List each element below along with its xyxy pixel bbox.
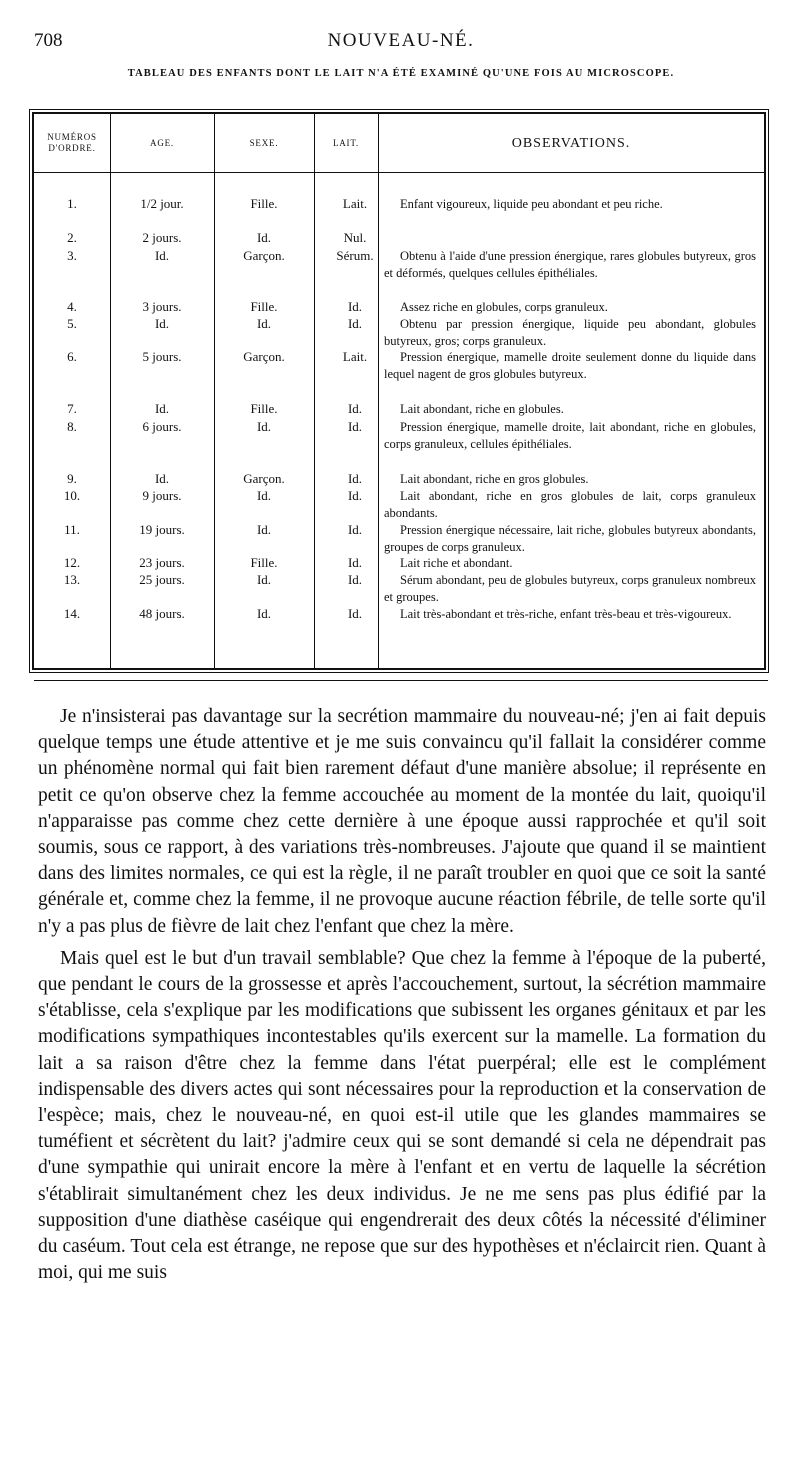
page-header <box>34 30 768 56</box>
row-age: 3 jours. <box>142 299 182 314</box>
row-observation: Lait abondant, riche en gros globules. <box>400 472 589 486</box>
row-milk: Id. <box>347 488 363 503</box>
row-milk: Id. <box>347 419 363 434</box>
header-lait: LAIT. <box>332 137 360 148</box>
body-text <box>38 704 766 1292</box>
row-milk: Id. <box>347 522 363 537</box>
row-sex: Id. <box>256 488 272 503</box>
row-number: 11. <box>64 522 80 537</box>
row-observation: Lait très-abondant et très-riche, enfant très-beau et très-vigoureux. <box>400 607 732 621</box>
row-number: 10. <box>63 488 81 503</box>
row-observation: Obtenu par pression énergique, liquide peu abondant, globules butyreux, gros; corps granuleux. <box>384 317 756 348</box>
row-milk: Id. <box>347 555 363 570</box>
header-observations: OBSERVATIONS. <box>511 135 631 151</box>
row-milk: Lait. <box>342 196 368 211</box>
row-number: 1. <box>67 196 77 211</box>
row-milk: Id. <box>347 316 363 331</box>
row-number: 8. <box>67 419 77 434</box>
row-number: 14. <box>63 606 81 621</box>
row-sex: Garçon. <box>243 471 285 486</box>
row-number: 13. <box>63 572 81 587</box>
row-milk: Id. <box>347 572 363 587</box>
row-sex: Fille. <box>250 299 278 314</box>
row-observation: Sérum abondant, peu de globules butyreux, corps granuleux nombreux et groupes. <box>384 573 756 604</box>
row-observation: Lait riche et abondant. <box>400 556 513 570</box>
row-sex: Garçon. <box>243 349 285 364</box>
header-numero: NUMÉROS D'ORDRE. <box>47 132 97 153</box>
row-sex: Id. <box>256 522 272 537</box>
row-age: 25 jours. <box>139 572 185 587</box>
row-number: 2. <box>67 230 77 245</box>
observations-table <box>32 112 766 670</box>
row-age: Id. <box>154 471 170 486</box>
row-observation: Lait abondant, riche en gros globules de lait, corps granuleux abondants. <box>384 489 756 520</box>
row-sex: Id. <box>256 606 272 621</box>
row-age: 23 jours. <box>139 555 185 570</box>
row-observation: Lait abondant, riche en globules. <box>400 402 564 416</box>
row-observation: Enfant vigoureux, liquide peu abondant et peu riche. <box>400 197 663 211</box>
row-milk: Id. <box>347 606 363 621</box>
row-age: Id. <box>154 248 170 263</box>
paragraph: Mais quel est le but d'un travail semblable? Que chez la femme à l'époque de la puberté, que pendant le cours de la grossesse et après l'accouchement, surtout, la sécrétion mammaire s'établisse, cela s'explique par les modifications que subissent les organes génitaux et par les modifications sympathiques incontestables qu'ils exercent sur la mamelle. La formation du lait a sa raison d'être chez la femme dans l'état puerpéral; elle est le complément indispensable des divers actes qui sont nécessaires pour la reproduction et la conservation de l'espèce; mais, chez le nouveau-né, en quoi est-il utile que les glandes mammaires se tuméfient et sécrètent du lait? j'admire ceux qui se sont demandé si cela ne dépendrait pas d'une sympathie qui unirait encore la mère à l'enfant et en vertu de laquelle la sécrétion s'établirait simultanément chez les deux individus. Je ne me sens pas plus édifié par la supposition d'une diathèse caséique qui engendrerait des deux côtés la nécessité d'éliminer du caséum. Tout cela est étrange, ne repose que sur des hypothèses et n'éclaircit rien. Quant à moi, qui me suis <box>38 947 766 1284</box>
row-number: 5. <box>67 316 77 331</box>
row-milk: Id. <box>347 401 363 416</box>
section-rule <box>34 680 768 681</box>
row-observation: Pression énergique nécessaire, lait riche, globules butyreux abondants, groupes de corps granuleux. <box>384 523 756 554</box>
row-number: 9. <box>67 471 77 486</box>
row-age: 48 jours. <box>139 606 185 621</box>
row-age: 5 jours. <box>142 349 182 364</box>
header-age: AGE. <box>150 137 174 148</box>
row-age: Id. <box>154 401 170 416</box>
row-number: 6. <box>67 349 77 364</box>
row-observation: Obtenu à l'aide d'une pression énergique, rares globules butyreux, gros et déformés, quelques cellules épithéliales. <box>384 249 756 280</box>
row-observation: Pression énergique, mamelle droite, lait abondant, riche en globules, corps granuleux, cellules épithéliales. <box>384 420 756 451</box>
header-sexe: SEXE. <box>249 137 279 148</box>
row-observation: Pression énergique, mamelle droite seulement donne du liquide dans lequel nagent de gros globules butyreux. <box>384 350 756 381</box>
row-number: 3. <box>67 248 77 263</box>
row-sex: Id. <box>256 230 272 245</box>
row-number: 4. <box>67 299 77 314</box>
row-sex: Id. <box>256 572 272 587</box>
row-sex: Fille. <box>250 401 278 416</box>
row-age: Id. <box>154 316 170 331</box>
table-caption: TABLEAU DES ENFANTS DONT LE LAIT N'A ÉTÉ EXAMINÉ QU'UNE FOIS AU MICROSCOPE. <box>127 68 675 79</box>
running-title: NOUVEAU-NÉ. <box>327 30 475 51</box>
row-sex: Fille. <box>250 555 278 570</box>
row-milk: Sérum. <box>336 248 374 263</box>
row-sex: Id. <box>256 419 272 434</box>
row-milk: Id. <box>347 471 363 486</box>
row-age: 2 jours. <box>142 230 182 245</box>
row-number: 7. <box>67 401 77 416</box>
row-milk: Id. <box>347 299 363 314</box>
row-number: 12. <box>63 555 81 570</box>
row-age: 6 jours. <box>142 419 182 434</box>
row-age: 9 jours. <box>142 488 182 503</box>
row-milk: Lait. <box>342 349 368 364</box>
page-number: 708 <box>34 30 63 51</box>
row-observation: Assez riche en globules, corps granuleux. <box>400 300 608 314</box>
header-divider <box>34 172 764 173</box>
row-milk: Nul. <box>343 230 367 245</box>
row-sex: Fille. <box>250 196 278 211</box>
row-sex: Garçon. <box>243 248 285 263</box>
paragraph: Je n'insisterai pas davantage sur la secrétion mammaire du nouveau-né; j'en ai fait depuis quelque temps une étude attentive et je me suis convaincu qu'il fallait la considérer comme un phénomène normal qui fait bien rarement défaut d'une manière absolue; il représente en petit ce qu'on observe chez la femme accouchée au moment de la montée du lait, quoiqu'il n'apparaisse pas comme chez cette dernière à une époque aussi rapprochée et qu'il soit soumis, sous ce rapport, à des variations très-nombreuses. J'ajoute que quand il se maintient dans des limites normales, ce qui est la règle, il ne paraît troubler en quoi que ce soit la santé générale et, comme chez la femme, il ne provoque aucune réaction fébrile, de telle sorte qu'il n'y a pas plus de fièvre de lait chez l'enfant que chez la mère. <box>38 706 766 937</box>
row-age: 1/2 jour. <box>140 196 184 211</box>
row-sex: Id. <box>256 316 272 331</box>
row-age: 19 jours. <box>139 522 185 537</box>
